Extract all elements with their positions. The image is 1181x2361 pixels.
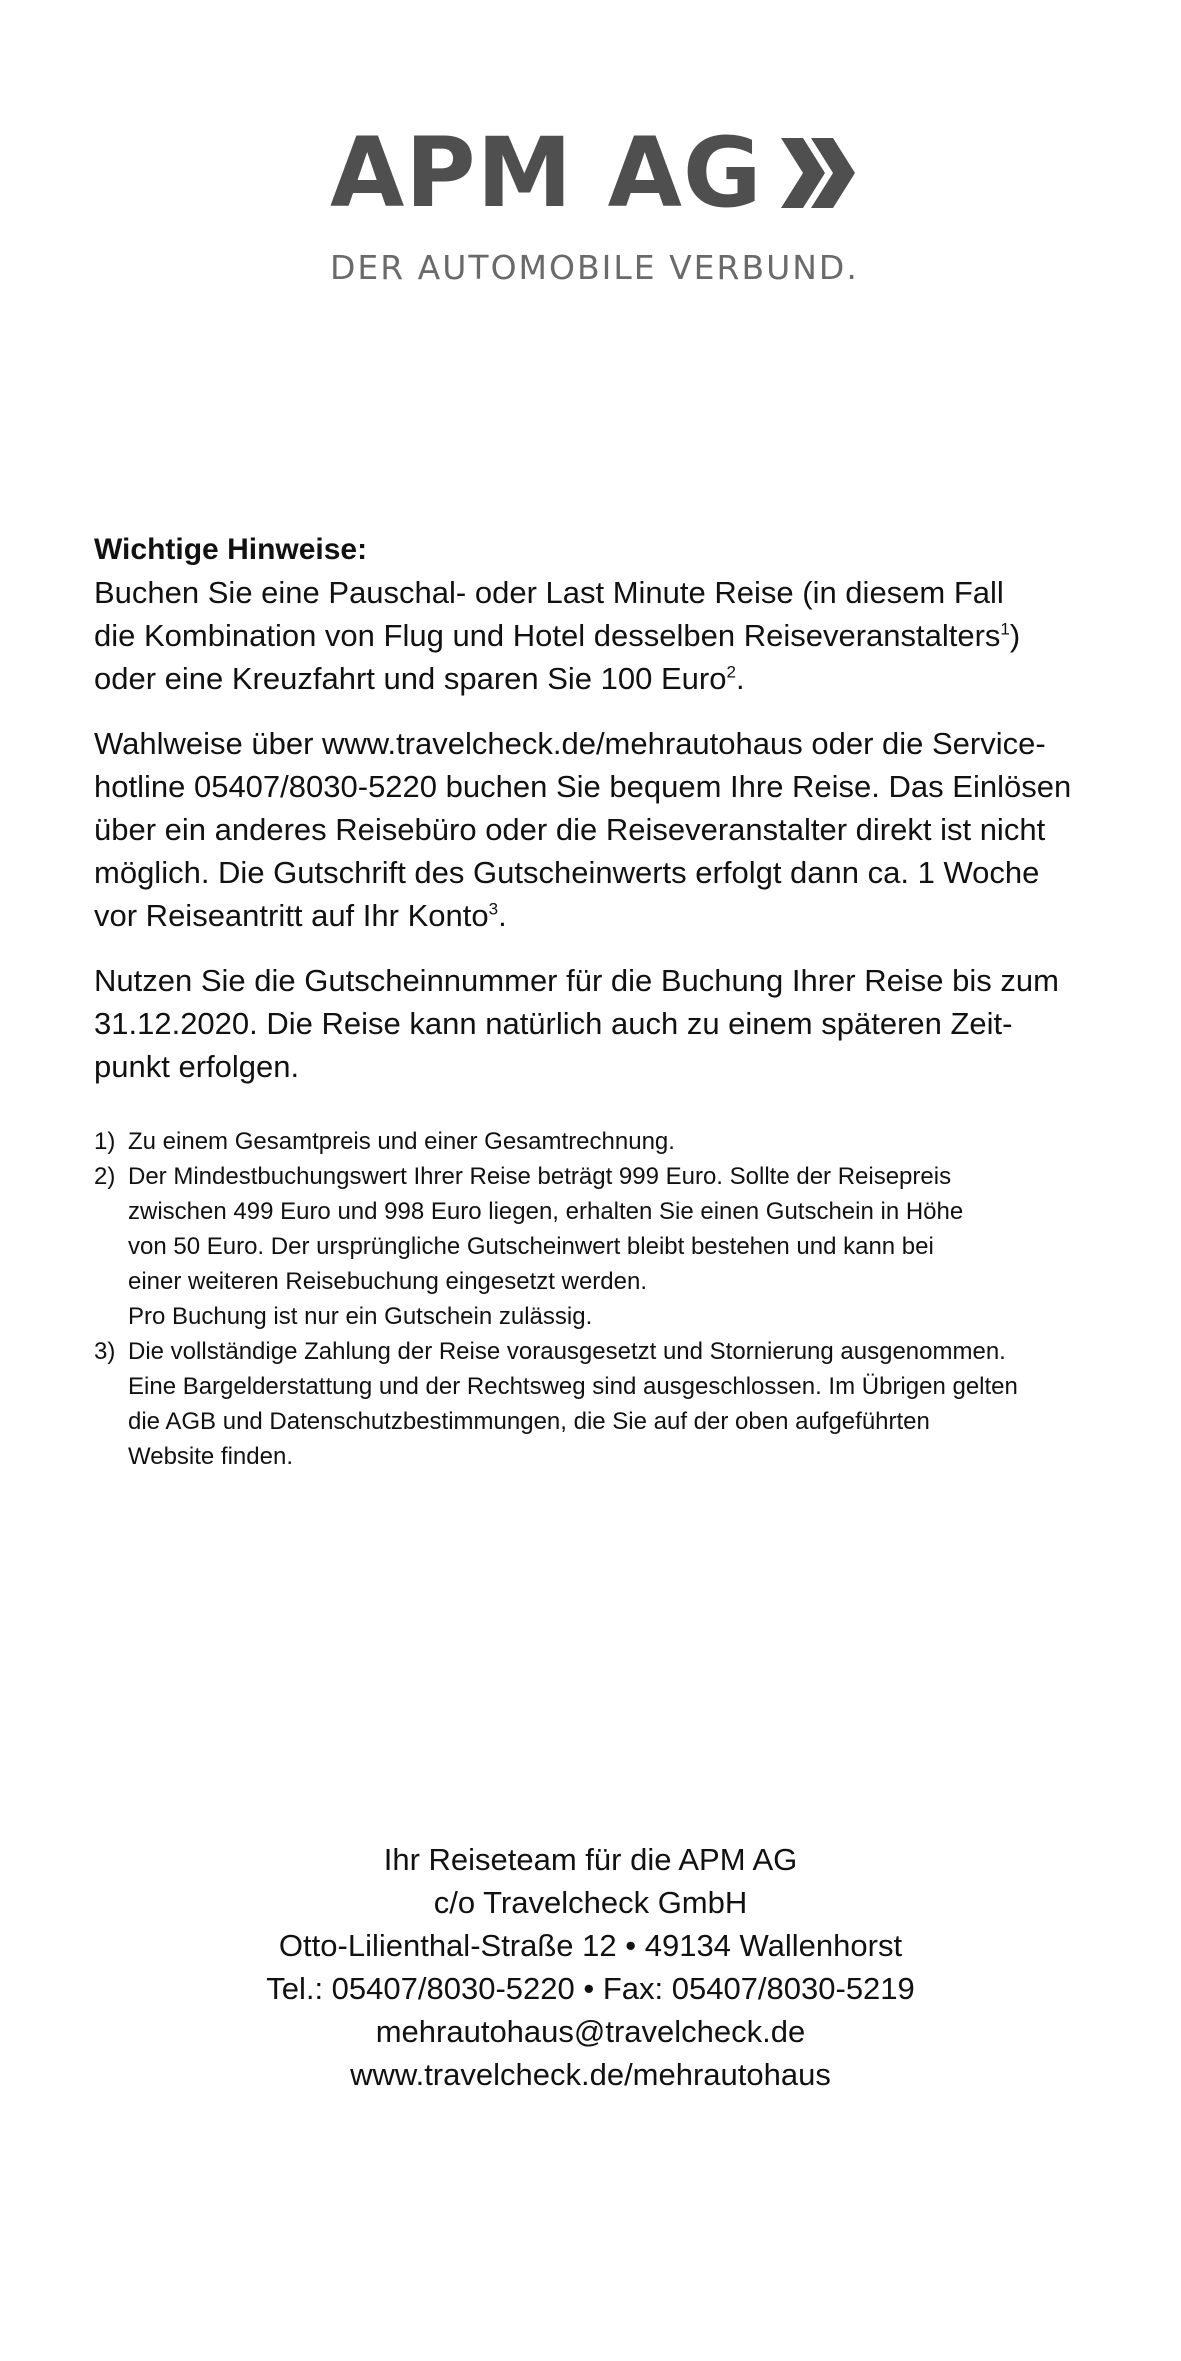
footnote-line: Pro Buchung ist nur ein Gutschein zulässig. [128,1303,593,1330]
footnote-number: 2) [94,1163,116,1190]
footnote-number: 1) [94,1128,116,1155]
text-line: Nutzen Sie die Gutscheinnummer für die Buchung Ihrer Reise bis zum [94,963,1059,998]
text-line [94,614,1134,657]
contact-website: www.travelcheck.de/mehrautohaus [350,2057,831,2092]
text-line: möglich. Die Gutschrift des Gutscheinwerts erfolgt dann ca. 1 Woche [94,855,1040,890]
text-line [94,894,1134,937]
footnotes-list [94,1124,1144,1474]
text-run: . [498,898,507,933]
logo-mark [330,118,870,228]
text-line: Wahlweise über www.travelcheck.de/mehrautohaus oder die Service- [94,726,1046,761]
footnote-line: zwischen 499 Euro und 998 Euro liegen, erhalten Sie einen Gutschein in Höhe [128,1198,964,1225]
notes-heading: Wichtige Hinweise: [94,533,368,566]
footnote-item [94,1124,1144,1159]
important-notes [94,528,1134,1088]
logo-tagline: DER AUTOMOBILE VERBUND. [330,248,859,287]
footnote-item [94,1159,1144,1334]
footnote-number: 3) [94,1338,116,1365]
double-chevron-icon [777,132,859,214]
text-line [94,657,1134,700]
footnote-item [94,1334,1144,1474]
text-run: die Kombination von Flug und Hotel desselben Reiseveranstalters [94,618,1001,653]
notes-paragraph-booking [94,722,1134,937]
footnote-line: Website finden. [128,1443,293,1470]
text-run: . [735,661,745,696]
footnote-line: Die vollständige Zahlung der Reise vorausgesetzt und Stornierung ausgenommen. [128,1338,1006,1365]
text-run: oder eine Kreuzfahrt und sparen Sie 100 Euro [94,661,727,696]
footnote-ref: 2 [726,662,736,682]
footnote-line: die AGB und Datenschutzbestimmungen, die Sie auf der oben aufgeführten [128,1408,930,1435]
text-run: ) [1009,618,1021,653]
logo-name: APM AG [330,117,763,229]
text-run: vor Reiseantritt auf Ihr Konto [94,898,489,933]
footnote-ref: 1 [1000,619,1010,639]
contact-email: mehrautohaus@travelcheck.de [375,2014,806,2049]
footnote-ref: 3 [488,899,499,919]
text-line: punkt erfolgen. [94,1049,300,1084]
notes-paragraph-deadline [94,959,1134,1088]
text-line: Buchen Sie eine Pauschal- oder Last Minute Reise (in diesem Fall [94,575,1004,610]
text-line: 31.12.2020. Die Reise kann natürlich auch zu einem späteren Zeit- [94,1006,1013,1041]
contact-team: Ihr Reiseteam für die APM AG [383,1842,798,1877]
company-logo [330,118,870,298]
text-line: über ein anderes Reisebüro oder die Reiseveranstalter direkt ist nicht [94,812,1046,847]
footnote-line: Zu einem Gesamtpreis und einer Gesamtrechnung. [128,1128,675,1155]
notes-paragraph-offer [94,571,1134,700]
footnote-line: Der Mindestbuchungswert Ihrer Reise beträgt 999 Euro. Sollte der Reisepreis [128,1163,952,1190]
footnote-line: einer weiteren Reisebuchung eingesetzt werden. [128,1268,647,1295]
text-line: hotline 05407/8030-5220 buchen Sie bequem Ihre Reise. Das Einlösen [94,769,1072,804]
contact-company: c/o Travelcheck GmbH [433,1885,748,1920]
footnote-line: Eine Bargelderstattung und der Rechtsweg sind ausgeschlossen. Im Übrigen gelten [128,1373,1018,1400]
contact-block [0,1838,1181,2096]
contact-address: Otto-Lilienthal-Straße 12 • 49134 Wallenhorst [278,1928,903,1963]
footnote-line: von 50 Euro. Der ursprüngliche Gutscheinwert bleibt bestehen und kann bei [128,1233,934,1260]
contact-phone-fax: Tel.: 05407/8030-5220 • Fax: 05407/8030-5219 [266,1971,915,2006]
